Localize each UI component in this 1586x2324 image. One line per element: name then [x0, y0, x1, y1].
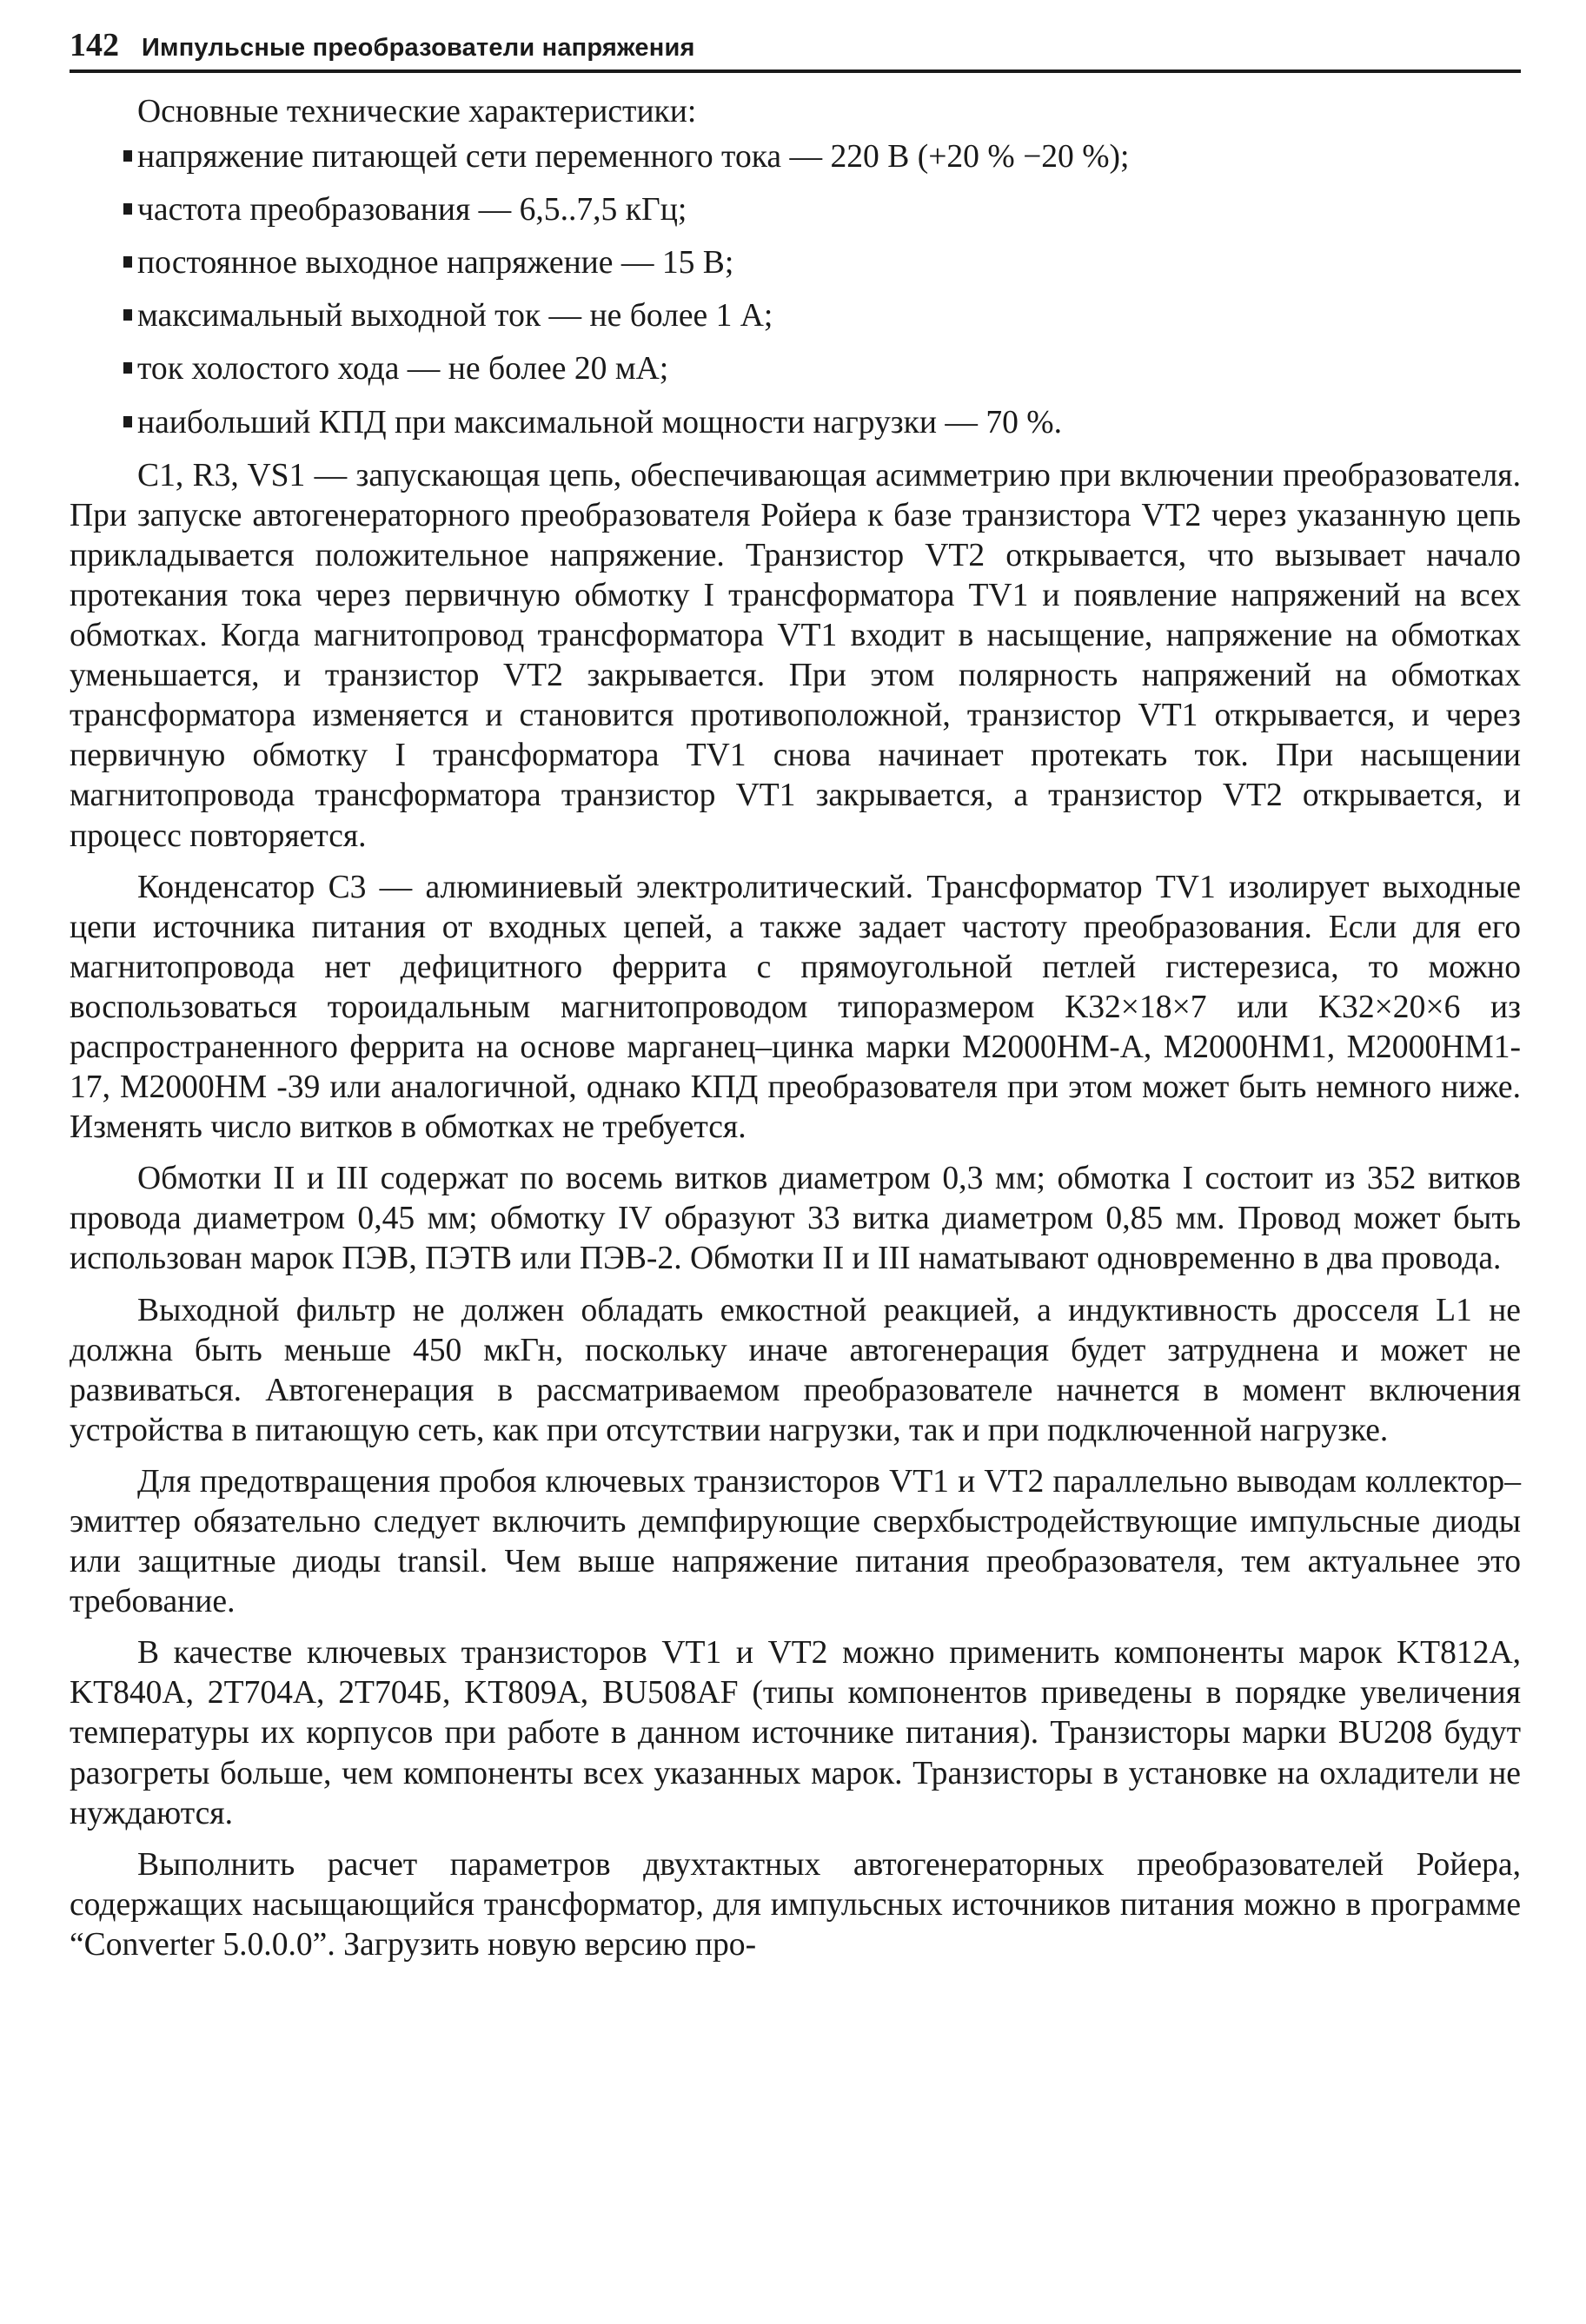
spec-item-output-voltage	[70, 243, 1521, 283]
paragraph-windings: Обмотки II и III содержат по восемь витков диаметром 0,3 мм; обмотка I состоит из 352 витков провода диаметром 0,45 мм; обмотку IV образуют 33 витка диаметром 0,85 мм. Провод может быть использован марок ПЭВ, ПЭТВ или ПЭВ-2. Обмотки II и III наматывают одновременно в два провода.	[70, 1161, 1521, 1277]
bullet-icon	[123, 362, 132, 374]
paragraph-protection-diodes: Для предотвращения пробоя ключевых транзисторов VT1 и VT2 параллельно выводам коллектор–эмиттер обязательно следует включить демпфирующие сверхбыстродействующие импульсные диоды или защитные диоды transil. Чем выше напряжение питания преобразователя, тем актуальнее это требование.	[70, 1463, 1521, 1620]
specs-title: Основные технические характеристики:	[137, 94, 697, 129]
spec-item-efficiency	[70, 403, 1521, 443]
spec-text: максимальный выходной ток — не более 1 А;	[137, 298, 773, 334]
bullet-icon	[123, 203, 132, 215]
bullet-icon	[123, 416, 132, 427]
spec-text: наибольший КПД при максимальной мощности нагрузки — 70 %.	[137, 404, 1063, 440]
spec-item-output-current	[70, 296, 1521, 336]
bullet-icon	[123, 256, 132, 268]
spec-item-frequency	[70, 190, 1521, 230]
paragraph-capacitor-transformer: Конденсатор C3 — алюминиевый электролитический. Трансформатор TV1 изолирует выходные цепи источника питания от входных цепей, а также задает частоту преобразования. Если для его магнитопровода нет дефицитного феррита с прямоугольной петлей гистерезиса, то можно воспользоваться тороидальным магнитопроводом типоразмером K32×18×7 или K32×20×6 из распространенного феррита на основе марганец–цинка марки M2000HM-A, M2000HM1, M2000HM1-17, M2000HM -39 или аналогичной, однако КПД преобразователя при этом может быть немного ниже. Изменять число витков в обмотках не требуется.	[70, 869, 1521, 1146]
spec-text: напряжение питающей сети переменного тока — 220 В (+20 % −20 %);	[137, 139, 1130, 175]
spec-list	[70, 137, 1521, 443]
paragraph-output-filter: Выходной фильтр не должен обладать емкостной реакцией, а индуктивность дросселя L1 не должна быть меньше 450 мкГн, поскольку иначе автогенерация будет затруднена и может не развиваться. Автогенерация в рассматриваемом преобразователе начнется в момент включения устройства в питающую сеть, как при отсутствии нагрузки, так и при подключенной нагрузке.	[70, 1292, 1521, 1448]
page-content	[70, 92, 1521, 1965]
paragraph-startup-circuit: C1, R3, VS1 — запускающая цепь, обеспечивающая асимметрию при включении преобразователя. При запуске автогенераторного преобразователя Ройера к базе транзистора VT2 через указанную цепь прикладывается положительное напряжение. Транзистор VT2 открывается, что вызывает начало протекания тока через первичную обмотку I трансформатора TV1 и появление напряжений на всех обмотках. Когда магнитопровод трансформатора VT1 входит в насыщение, напряжение на обмотках уменьшается, и транзистор VT2 закрывается. При этом полярность напряжений на обмотках трансформатора изменяется и становится противоположной, транзистор VT1 открывается, и через первичную обмотку I трансформатора TV1 снова начинает протекать ток. При насыщении магнитопровода трансформатора транзистор VT1 закрывается, а транзистор VT2 открывается, и процесс повторяется.	[70, 457, 1521, 854]
paragraph-calculation-software: Выполнить расчет параметров двухтактных автогенераторных преобразователей Ройера, содержащих насыщающийся трансформатор, для импульсных источников питания можно в программе “Converter 5.0.0.0”. Загрузить новую версию про-	[70, 1846, 1521, 1963]
paragraph-transistors: В качестве ключевых транзисторов VT1 и VT2 можно применить компоненты марок KT812A, KT840A, 2T704A, 2T704Б, KT809A, BU508AF (типы компонентов приведены в порядке увеличения температуры их корпусов при работе в данном источнике питания). Транзисторы марки BU208 будут разогреты больше, чем компоненты всех указанных марок. Транзисторы в установке на охладители не нуждаются.	[70, 1635, 1521, 1831]
spec-text: частота преобразования — 6,5..7,5 кГц;	[137, 192, 687, 228]
bullet-icon	[123, 309, 132, 321]
book-page	[70, 26, 1521, 1976]
running-title: Импульсные преобразователи напряжения	[142, 34, 695, 62]
spec-text: ток холостого хода — не более 20 мА;	[137, 351, 669, 387]
bullet-icon	[123, 150, 132, 162]
spec-item-voltage	[70, 137, 1521, 177]
page-number: 142	[70, 27, 119, 63]
running-header	[70, 26, 1521, 73]
spec-item-idle-current	[70, 349, 1521, 389]
spec-text: постоянное выходное напряжение — 15 В;	[137, 245, 734, 281]
